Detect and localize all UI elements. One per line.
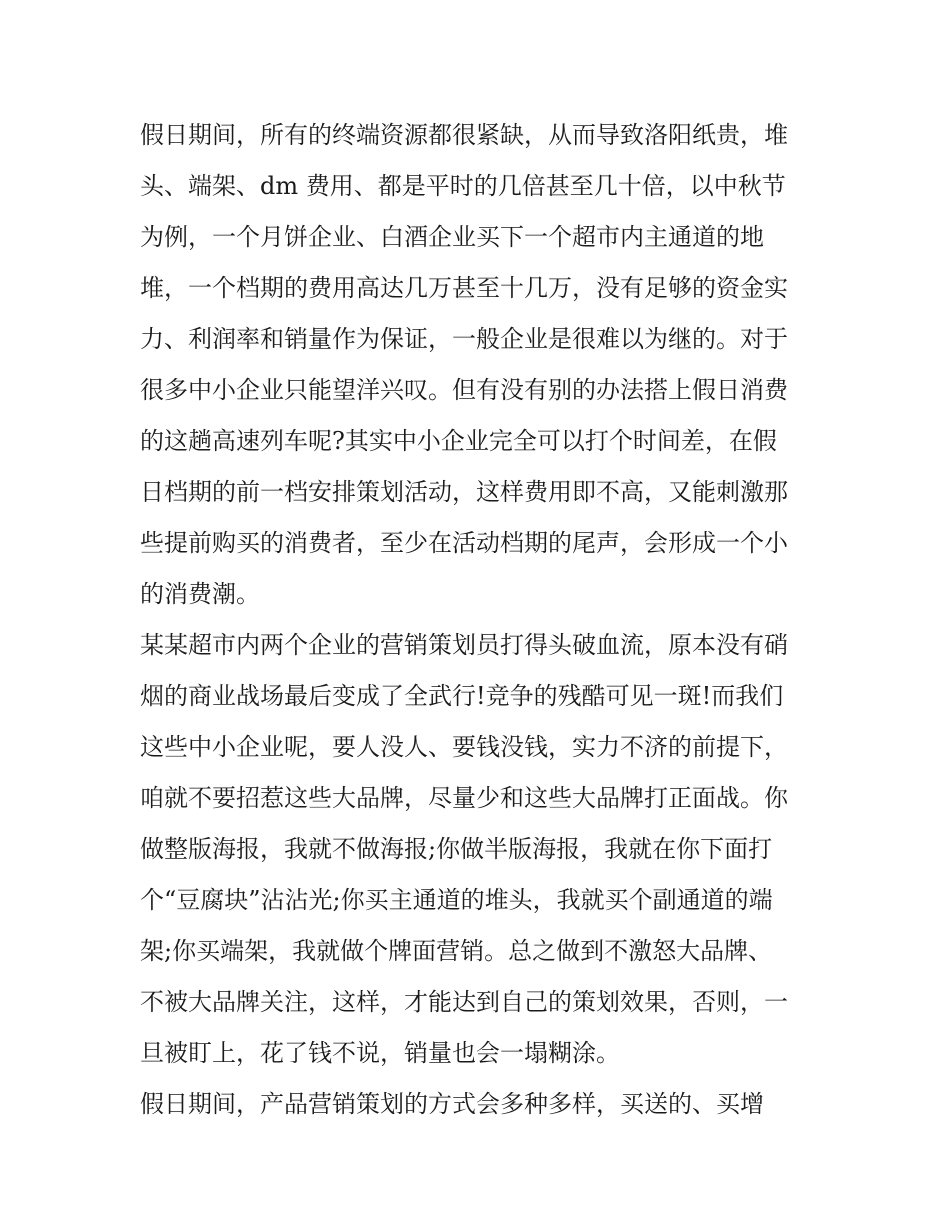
text-line: 很多中小企业只能望洋兴叹。但有没有别的办法搭上假日消费 [140, 376, 788, 404]
document-body [140, 110, 820, 1130]
text-line: 咱就不要招惹这些大品牌，尽量少和这些大品牌打正面战。你 [140, 784, 788, 812]
text-line: 些提前购买的消费者，至少在活动档期的尾声，会形成一个小 [140, 529, 788, 557]
paragraph-1 [140, 110, 820, 620]
text-line: 头、端架、dm 费用、都是平时的几倍甚至几十倍，以中秋节 [140, 172, 786, 200]
text-line: 不被大品牌关注，这样，才能达到自己的策划效果，否则，一 [140, 988, 788, 1016]
text-line: 架;你买端架，我就做个牌面营销。总之做到不激怒大品牌、 [140, 937, 773, 965]
text-line: 假日期间，产品营销策划的方式会多种多样，买送的、买增 [140, 1090, 764, 1118]
text-line: 堆，一个档期的费用高达几万甚至十几万，没有足够的资金实 [140, 274, 788, 302]
paragraph-3 [140, 1079, 820, 1130]
text-line: 日档期的前一档安排策划活动，这样费用即不高，又能刺激那 [140, 478, 788, 506]
text-line: 某某超市内两个企业的营销策划员打得头破血流，原本没有硝 [140, 631, 788, 659]
text-line: 的这趟高速列车呢?其实中小企业完全可以打个时间差，在假 [140, 427, 777, 455]
text-line: 力、利润率和销量作为保证，一般企业是很难以为继的。对于 [140, 325, 788, 353]
text-line: 做整版海报，我就不做海报;你做半版海报，我就在你下面打 [140, 835, 773, 863]
text-line: 的消费潮。 [140, 580, 260, 608]
paragraph-2 [140, 620, 820, 1079]
text-line: 个“豆腐块”沾沾光;你买主通道的堆头，我就买个副通道的端 [140, 886, 773, 914]
text-line: 旦被盯上，花了钱不说，销量也会一塌糊涂。 [140, 1039, 620, 1067]
text-line: 烟的商业战场最后变成了全武行!竞争的残酷可见一斑!而我们 [140, 682, 784, 710]
text-line: 这些中小企业呢，要人没人、要钱没钱，实力不济的前提下， [140, 733, 788, 761]
text-line: 假日期间，所有的终端资源都很紧缺，从而导致洛阳纸贵，堆 [140, 121, 788, 149]
text-line: 为例，一个月饼企业、白酒企业买下一个超市内主通道的地 [140, 223, 764, 251]
